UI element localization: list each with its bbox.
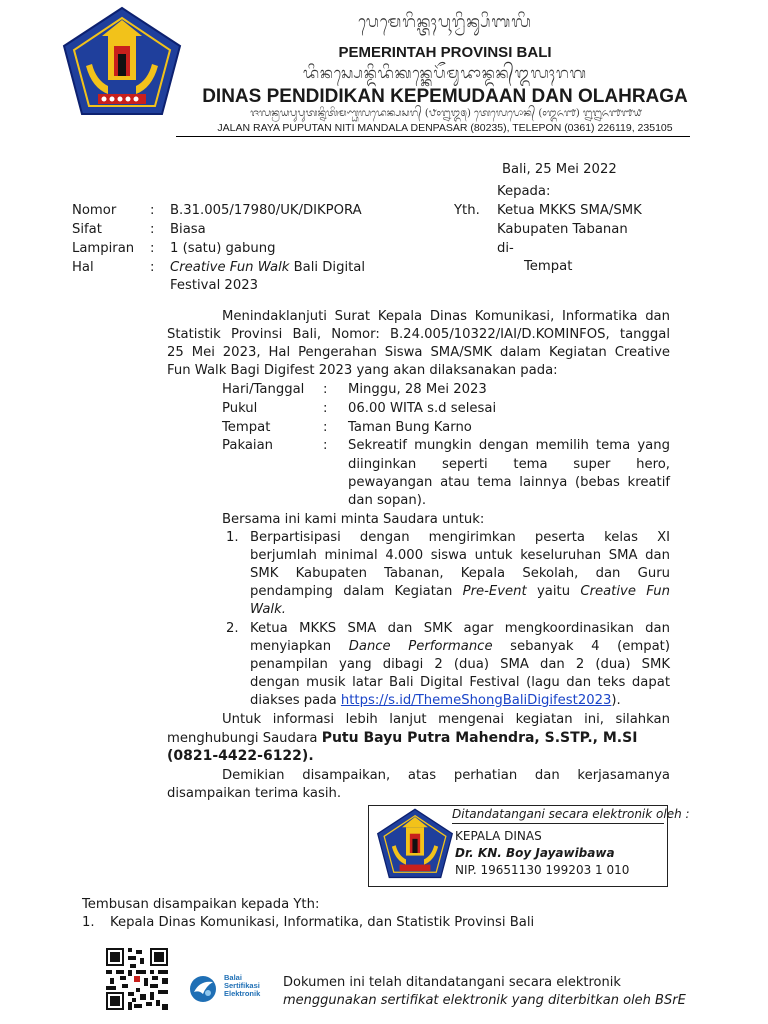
hal-line2: Festival 2023 [170,278,258,293]
lampiran-value: 1 (satu) gabung [170,241,276,256]
recipient-yth: Yth. [454,203,480,218]
item1-line3: SMK Kabupaten Tabanan, Kepala Sekolah, dan Guru [250,566,670,581]
info-line2 [167,729,637,748]
item2-text: diakses pada [250,693,341,708]
theme-song-link[interactable]: https://s.id/ThemeShongBaliDigifest2023 [340,693,612,708]
item1-line1: Berpartisipasi dengan mengirimkan peserta kelas XI [250,530,670,545]
balinese-script-agency: ᬤᬶᬦᬲ᭄ᬧᬾᬦ᭄ᬤᬶᬤᬶᬓᬦ᭄ᬓᬾᬧᭂᬫᬸᬤᬵᬦ᭄ᬤᬦ᭄ᬑᬮᬄᬭᬕ [302,64,588,82]
item2-line1: Ketua MKKS SMA dan SMK agar mengkoordinasikan dan [250,621,670,636]
item-number: 1. [226,530,239,545]
cc-item-number: 1. [82,915,95,930]
pakaian-line2: diinginkan seperti tema super hero, [348,457,670,472]
item2-line2 [250,638,670,656]
sifat-colon: : [150,222,155,237]
info-line1: Untuk informasi lebih lanjut mengenai kegiatan ini, silahkan [222,712,670,727]
detail-label: Hari/Tanggal [222,382,305,397]
intro-line1: Menindaklanjuti Surat Kepala Dinas Komunikasi, Informatika dan [222,309,670,324]
bali-province-emblem-small [376,808,454,880]
agency-name: DINAS PENDIDIKAN KEPEMUDAAN DAN OLAHRAGA [202,86,688,107]
item1-line4 [250,583,670,601]
item2-line3: penampilan yang dibagi 2 (dua) SMA dan 2 (dua) SMK [250,657,670,672]
footer-line1: Dokumen ini telah ditandatangani secara elektronik [283,975,621,990]
cc-heading: Tembusan disampaikan kepada Yth: [82,897,320,912]
nomor-label: Nomor [72,203,117,218]
detail-label: Tempat [222,420,271,435]
recipient-place: Kabupaten Tabanan [497,222,628,237]
balinese-script-title: ᬧᬾᬫᬾᬭᬶᬦ᭄ᬢᬄᬧᬹᬭ᭄ᬯᬶᬦ᭄ᬲᬶᬩᬮᬶ [358,12,532,31]
dance-performance-term: Dance Performance [348,639,493,654]
agency-address: JALAN RAYA PUPUTAN NITI MANDALA DENPASAR (80235), TELEPON (0361) 226119, 235105 [217,122,673,134]
bali-province-emblem [62,6,182,118]
nomor-value: B.31.005/17980/UK/DIKPORA [170,203,362,218]
signer-name: Dr. KN. Boy Jayawibawa [455,846,615,860]
qr-code-icon[interactable] [104,946,170,1012]
hal-rest: Bali Digital [289,260,366,275]
hal-colon: : [150,260,155,275]
bsre-logo-icon [186,974,220,1004]
detail-value: Taman Bung Karno [348,420,472,435]
balinese-script-address: ᬚᬮᬦ᭄ᬭᬬᬧᬸᬧᬸᬢᬦ᭄ᬦᬶᬢᬶᬫᬡ᭄ᬟᬮᬤᬾᬦ᭄ᬧᬲᬭ᭄ (᭘᭐᭒᭓᭕) ᬢᬾᬮᬾᬧᭀᬦ᭄ (᭐᭓᭖᭑) ᭒᭒᭖᭑᭑᭙ [250,108,642,119]
hal-italic: Creative Fun Walk [170,260,290,275]
item1-text: pendamping dalam Kegiatan [250,584,463,599]
detail-value: 06.00 WITA s.d selesai [348,401,497,416]
detail-label: Pakaian [222,438,274,453]
item2-line4: dengan musik latar Bali Digital Festival (lagu dan teks dapat [250,675,670,690]
intro-line3: 25 Mei 2023, Hal Pengerahan Siswa SMA/SMK dalam Kegiatan Creative [167,345,670,360]
item1-line2: berjumlah minimal 4.000 siswa untuk keseluruhan SMA dan [250,548,670,563]
detail-colon: : [323,420,328,435]
hal-label: Hal [72,260,94,275]
item2-text: ). [611,693,621,708]
creative-fun-term: Creative Fun [580,584,670,599]
lampiran-label: Lampiran [72,241,135,256]
footer-line2: menggunakan sertifikat elektronik yang diterbitkan oleh BSrE [283,993,686,1008]
intro-line2: Statistik Provinsi Bali, Nomor: B.24.005/10322/IAI/D.KOMINFOS, tanggal [167,327,670,342]
government-name: PEMERINTAH PROVINSI BALI [338,44,552,61]
closing-line2: disampaikan terima kasih. [167,786,342,801]
signer-nip: NIP. 19651130 199203 1 010 [455,863,630,877]
recipient-kepada: Kepada: [497,184,551,199]
pre-event-term: Pre-Event [462,584,527,599]
pakaian-line3: pewayangan atau tema lainnya (bebas kreatif [348,475,670,490]
contact-person-name: Putu Bayu Putra Mahendra, S.STP., M.SI [321,730,638,746]
item1-text: yaitu [526,584,581,599]
recipient-name: Ketua MKKS SMA/SMK [497,203,642,218]
contact-phone: (0821-4422-6122). [167,748,314,764]
pakaian-line1: Sekreatif mungkin dengan memilih tema yang [348,438,670,453]
detail-colon: : [323,438,328,453]
sifat-label: Sifat [72,222,102,237]
item2-line5 [250,692,621,710]
hal-value [170,259,365,277]
item1-line5: Walk. [250,602,286,617]
intro-line4: Fun Walk Bagi Digifest 2023 yang akan dilaksanakan pada: [167,363,558,378]
letter-date: Bali, 25 Mei 2022 [502,162,617,177]
item2-text: menyiapkan [250,639,349,654]
detail-colon: : [323,401,328,416]
detail-colon: : [323,382,328,397]
lampiran-colon: : [150,241,155,256]
cc-item-text: Kepala Dinas Komunikasi, Informatika, dan Statistik Provinsi Bali [110,915,535,930]
request-intro: Bersama ini kami minta Saudara untuk: [222,512,485,527]
closing-line1: Demikian disampaikan, atas perhatian dan kerjasamanya [222,768,670,783]
signer-position: KEPALA DINAS [455,829,542,843]
bsre-name: Balai Sertifikasi Elektronik [224,973,261,998]
signature-header: Ditandatangani secara elektronik oleh : [452,807,664,824]
item2-text: sebanyak 4 (empat) [492,639,671,654]
detail-label: Pukul [222,401,258,416]
nomor-colon: : [150,203,155,218]
recipient-di: di- [497,241,514,256]
letterhead-divider [176,136,690,137]
detail-value: Minggu, 28 Mei 2023 [348,382,487,397]
sifat-value: Biasa [170,222,206,237]
recipient-tempat: Tempat [524,259,573,274]
info-text: menghubungi Saudara [167,731,322,746]
item-number: 2. [226,621,239,636]
pakaian-line4: dan sopan). [348,493,427,508]
